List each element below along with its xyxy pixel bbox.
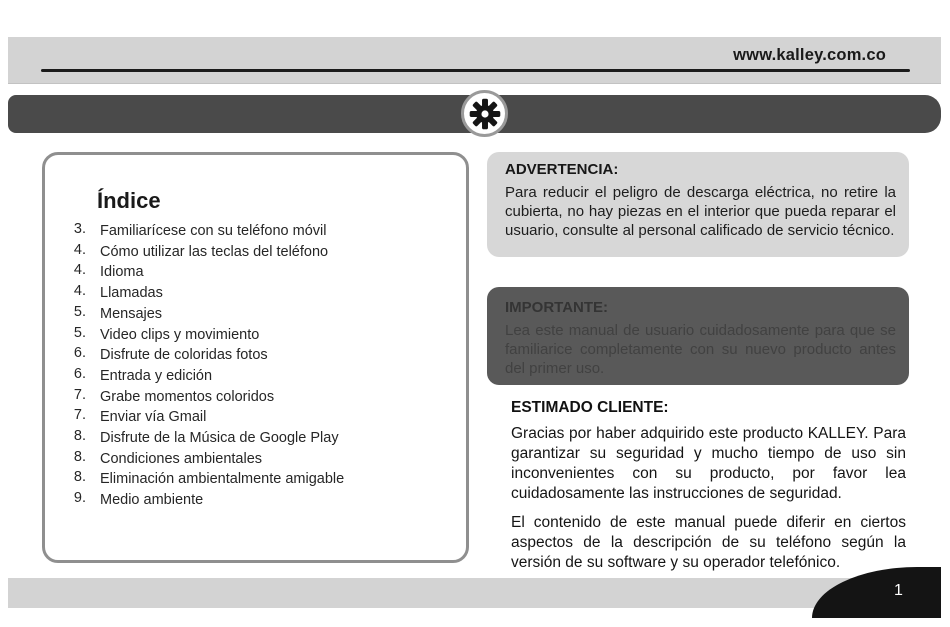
toc-page-number: 6. — [73, 365, 86, 382]
toc-item — [56, 366, 466, 387]
toc-item-label: Video clips y movimiento — [100, 326, 260, 343]
toc-item-label: Llamadas — [100, 285, 163, 302]
toc-page-number: 5. — [73, 303, 86, 320]
toc-item-label: Familiarícese con su teléfono móvil — [100, 223, 327, 239]
toc-item — [56, 221, 466, 242]
toc-item-label: Eliminación ambientalmente amigable — [100, 471, 345, 488]
toc-page-number: 7. — [73, 386, 86, 403]
gear-icon — [468, 97, 502, 131]
toc-item — [56, 242, 466, 263]
toc-item-label: Cómo utilizar las teclas del teléfono — [100, 243, 329, 260]
toc-item-label: Mensajes — [100, 305, 163, 322]
toc-page-number: 4. — [73, 283, 86, 300]
toc-page-number: 9. — [73, 490, 86, 507]
toc-item — [56, 283, 466, 304]
estimado-paragraph-1: Gracias por haber adquirido este producto KALLEY. Para garantizar su seguridad y mucho tiempo de uso sin inconvenientes con su producto, por favor lea cuidadosamente las instrucciones de seguridad. — [511, 425, 906, 502]
toc-list — [45, 221, 466, 511]
header-underline — [41, 69, 910, 72]
toc-item-label: Enviar vía Gmail — [100, 409, 207, 426]
toc-item — [56, 407, 466, 428]
toc-page-number: 7. — [73, 407, 86, 424]
toc-item — [56, 428, 466, 449]
toc-page-number: 4. — [73, 262, 86, 279]
toc-item-label: Disfrute de coloridas fotos — [100, 347, 268, 364]
toc-item-label: Disfrute de la Música de Google Play — [100, 430, 339, 447]
toc-page-number: 6. — [73, 345, 86, 362]
website-url: www.kalley.com.co — [733, 46, 886, 64]
toc-item-label: Condiciones ambientales — [100, 450, 263, 467]
toc-page-number: 4. — [73, 241, 86, 258]
advertencia-heading: ADVERTENCIA: — [505, 161, 619, 178]
index-panel — [42, 152, 469, 563]
gear-badge — [461, 90, 508, 137]
toc-page-number: 8. — [73, 448, 86, 465]
estimado-section — [511, 399, 906, 582]
toc-item-label: Entrada y edición — [100, 367, 213, 384]
toc-item — [56, 490, 466, 511]
toc-item — [56, 449, 466, 470]
index-title: Índice — [97, 188, 161, 213]
advertencia-box — [487, 152, 909, 257]
toc-page-number: 8. — [73, 428, 86, 445]
toc-item — [56, 345, 466, 366]
toc-item — [56, 262, 466, 283]
toc-page-number: 8. — [73, 469, 86, 486]
page-number: 1 — [894, 582, 903, 599]
toc-item — [56, 469, 466, 490]
toc-item-label: Grabe momentos coloridos — [100, 388, 275, 405]
importante-heading: IMPORTANTE: — [505, 299, 609, 316]
toc-item — [56, 387, 466, 408]
footer-bar — [8, 578, 941, 608]
toc-item-label: Idioma — [100, 264, 144, 281]
toc-item — [56, 304, 466, 325]
importante-box — [487, 287, 909, 385]
advertencia-body: Para reducir el peligro de descarga eléctrica, no retire la cubierta, no hay piezas en el interior que pueda reparar el usuario, consulte al personal calificado de servicio técnico. — [505, 184, 896, 240]
toc-item-label: Medio ambiente — [100, 492, 204, 509]
toc-item — [56, 325, 466, 346]
estimado-paragraph-2: El contenido de este manual puede diferir en ciertos aspectos de la descripción de su teléfono según la versión de su software y su operador telefónico. — [511, 514, 906, 571]
toc-page-number: 5. — [73, 324, 86, 341]
estimado-heading: ESTIMADO CLIENTE: — [511, 399, 669, 416]
toc-page-number: 3. — [73, 221, 86, 237]
importante-body: Lea este manual de usuario cuidadosamente para que se familiarice completamente con su nuevo producto antes del primer uso. — [505, 322, 896, 378]
